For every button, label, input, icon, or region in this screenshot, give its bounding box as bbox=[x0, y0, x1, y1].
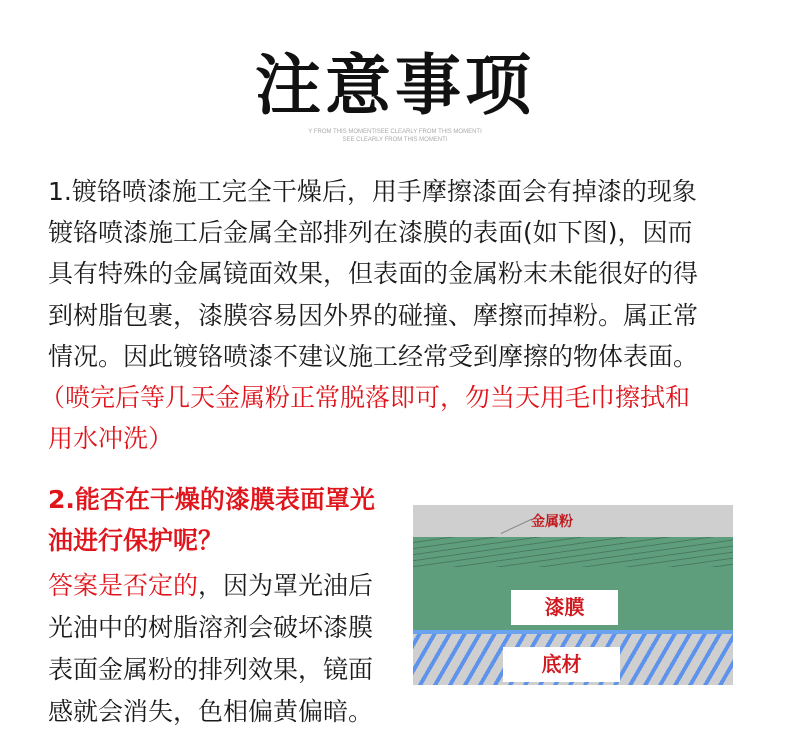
section1-note: （喷完后等几天金属粉正常脱落即可，勿当天用毛巾擦拭和 bbox=[40, 383, 691, 412]
powder-label: 金属粉 bbox=[531, 514, 573, 530]
substrate-label: 底材 bbox=[503, 647, 620, 682]
section1-note: 用水冲洗） bbox=[48, 424, 174, 453]
section2-heading: 油进行保护呢？ bbox=[48, 526, 224, 555]
subtitle-line: SEE CLEARLY FROM THIS MOMENTI bbox=[342, 137, 448, 143]
section1-line: 镀铬喷漆施工后金属全部排列在漆膜的表面(如下图)，因而 bbox=[48, 218, 693, 247]
subtitle-line: Y FROM THIS MOMENTISEE CLEARLY FROM THIS MOMENTI bbox=[308, 129, 482, 135]
section2-line: 表面金属粉的排列效果，镜面 bbox=[48, 655, 374, 684]
film-label: 漆膜 bbox=[511, 590, 618, 625]
section1-line: 1.镀铬喷漆施工完全干燥后，用手摩擦漆面会有掉漆的现象 bbox=[48, 177, 697, 206]
metal-flakes bbox=[413, 537, 733, 567]
air-layer bbox=[413, 505, 733, 537]
section2-line: 光油中的树脂溶剂会破坏漆膜 bbox=[48, 613, 374, 642]
answer-text: ，因为罩光油后 bbox=[198, 571, 374, 600]
section2-line: 感就会消失，色相偏黄偏暗。 bbox=[48, 697, 374, 726]
answer-highlight: 答案是否定的 bbox=[48, 571, 199, 600]
section1-line: 情况。因此镀铬喷漆不建议施工经常受到摩擦的物体表面。 bbox=[48, 342, 699, 371]
section2-heading: 2.能否在干燥的漆膜表面罩光 bbox=[48, 485, 375, 514]
section1-line: 到树脂包裹，漆膜容易因外界的碰撞、摩擦而掉粉。属正常 bbox=[48, 301, 699, 330]
section2-answer bbox=[48, 571, 373, 601]
page-title: 注意事项 bbox=[255, 47, 535, 124]
section1-line: 具有特殊的金属镜面效果，但表面的金属粉末未能很好的得 bbox=[48, 259, 699, 288]
coating-layer-diagram bbox=[413, 505, 733, 685]
